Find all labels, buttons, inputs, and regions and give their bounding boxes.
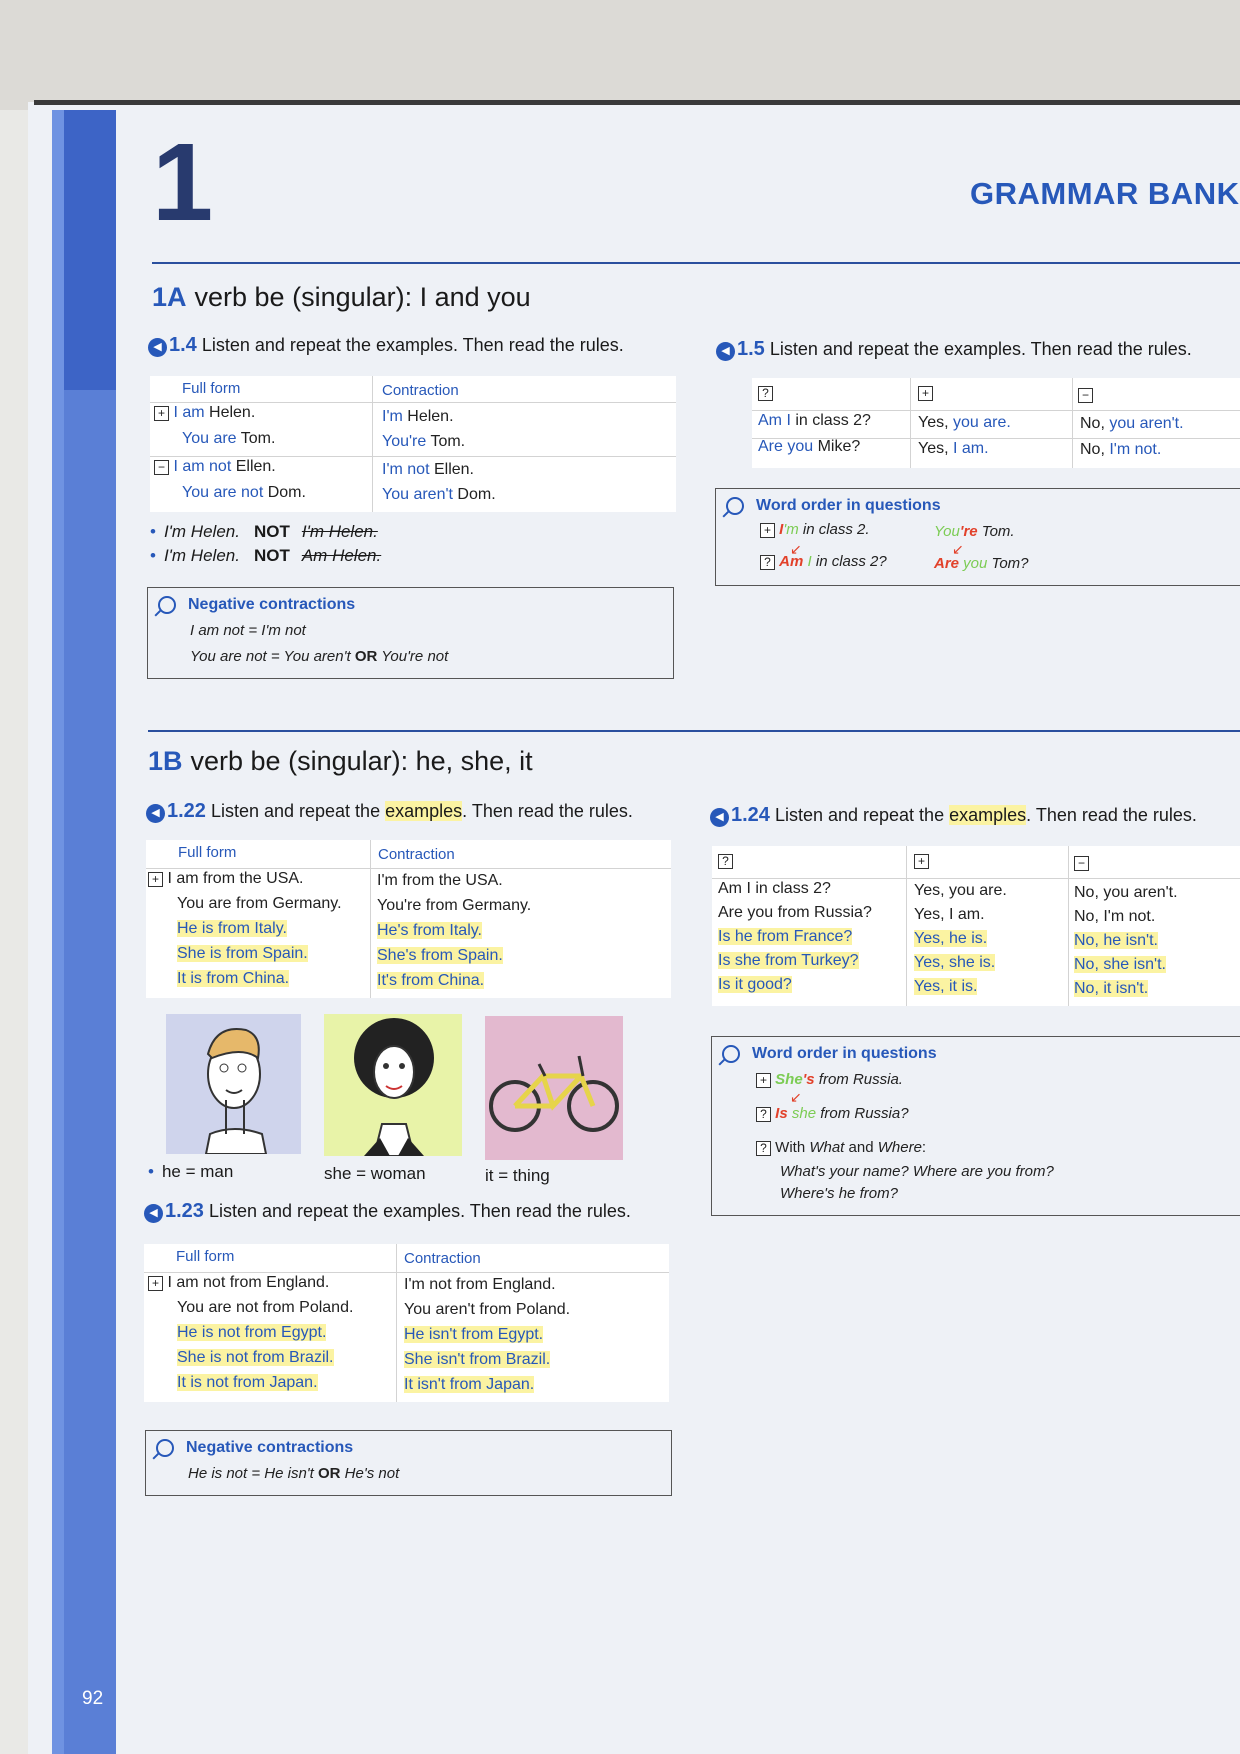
divider xyxy=(752,410,1240,411)
note-line xyxy=(760,521,870,538)
divider xyxy=(1068,846,1069,1006)
table-row xyxy=(177,970,289,988)
note-line: What's your name? Where are you from? xyxy=(780,1163,1054,1180)
divider xyxy=(150,402,676,403)
table-row xyxy=(177,1374,318,1392)
section-rule xyxy=(148,730,1240,732)
instruction-text: Listen and repeat the examples. Then read the rules. xyxy=(208,1201,631,1221)
note-text: He's not xyxy=(340,1465,400,1482)
plus-symbol: + xyxy=(148,872,163,887)
full-form: You are xyxy=(182,430,237,447)
table-row xyxy=(404,1276,556,1294)
subject-word: She xyxy=(775,1071,803,1088)
track-number: 1.5 xyxy=(737,338,765,360)
magnifier-icon xyxy=(156,1439,174,1457)
note-line: ? With What and Where: xyxy=(756,1139,926,1156)
plus-symbol: + xyxy=(756,1073,771,1088)
subject-word: you xyxy=(959,555,988,572)
header-rule xyxy=(152,262,1240,264)
note-text: He is not = He isn't xyxy=(188,1465,319,1482)
section-code: 1A xyxy=(152,282,187,312)
table-1a-questions xyxy=(752,378,1240,468)
note-text: You are not = You aren't xyxy=(190,648,355,665)
contraction-rest: Tom. xyxy=(426,433,466,450)
full-form-rest: Helen. xyxy=(204,404,256,421)
contraction: You aren't xyxy=(382,486,453,503)
full-form: I am xyxy=(173,404,205,421)
table-row xyxy=(377,972,484,990)
full-form-rest: Dom. xyxy=(263,484,306,501)
question-cell: Is she from Turkey? xyxy=(718,952,859,969)
cell-blue: I'm not. xyxy=(1109,441,1162,458)
full-form: He is not from Egypt. xyxy=(177,1324,327,1341)
table-1b-forms xyxy=(146,840,671,998)
highlighted-word: examples xyxy=(385,801,463,821)
note-title: Word order in questions xyxy=(756,497,941,514)
instruction-text: . Then read the rules. xyxy=(1026,805,1197,825)
correct-example: I'm Helen. xyxy=(163,522,240,541)
magnifier-icon xyxy=(158,596,176,614)
contraction: He isn't from Egypt. xyxy=(404,1326,544,1343)
table-row xyxy=(382,408,454,426)
instruction-text: Listen and repeat the examples. Then read the rules. xyxy=(201,335,624,355)
table-row xyxy=(177,1324,326,1342)
section-1b-title xyxy=(148,746,533,777)
bullet-rule: • I'm Helen. NOT I'm Helen. xyxy=(150,522,378,541)
verb-word: 's xyxy=(802,1071,815,1088)
contraction: She isn't from Brazil. xyxy=(404,1351,551,1368)
note-text: in class 2? xyxy=(811,553,887,570)
bullet-rule: • I'm Helen. NOT Am Helen. xyxy=(150,546,382,565)
section-1a-title xyxy=(152,282,531,313)
table-row xyxy=(154,458,276,476)
not-label: NOT xyxy=(253,546,290,565)
contraction-rest: Ellen. xyxy=(429,461,474,478)
divider xyxy=(144,1272,669,1273)
table-row xyxy=(177,895,342,913)
table-row xyxy=(404,1351,550,1369)
table-row xyxy=(382,433,465,451)
divider xyxy=(372,376,373,512)
bicycle-illustration xyxy=(485,1016,623,1160)
question-cell xyxy=(758,438,860,456)
question-cell xyxy=(758,412,871,430)
cell-blue: Am I xyxy=(758,412,791,429)
plus-symbol: + xyxy=(918,386,933,401)
magnifier-icon xyxy=(722,1045,740,1063)
verb-word: 're xyxy=(959,523,978,540)
table-row xyxy=(177,920,287,938)
contraction: You're from Germany. xyxy=(377,897,532,914)
contraction: It's from China. xyxy=(377,972,485,989)
cell-text: No, xyxy=(1080,415,1110,432)
contraction: I'm not from England. xyxy=(404,1276,556,1293)
note-text: from Russia. xyxy=(814,1071,903,1088)
full-form: It is not from Japan. xyxy=(177,1374,318,1391)
instruction-text: Listen and repeat the examples. Then read the rules. xyxy=(769,339,1192,359)
cell-text: Mike? xyxy=(813,438,861,455)
full-form: You are not from Poland. xyxy=(177,1299,354,1316)
table-row xyxy=(177,1349,334,1367)
contraction: He's from Italy. xyxy=(377,922,482,939)
caption-it: it = thing xyxy=(485,1166,550,1185)
page-background xyxy=(0,0,1240,110)
table-1a-forms xyxy=(150,376,676,512)
minus-symbol: − xyxy=(154,460,169,475)
question-symbol: ? xyxy=(760,555,775,570)
audio-icon[interactable]: ◀ xyxy=(144,1204,163,1223)
question-cell: Are you from Russia? xyxy=(718,904,872,921)
swap-arrow-icon: ↙ xyxy=(790,541,802,557)
full-form: I am not xyxy=(173,458,232,475)
divider xyxy=(712,878,1240,879)
instruction-text: . Then read the rules. xyxy=(462,801,633,821)
note-text: in class 2. xyxy=(798,521,870,538)
audio-icon[interactable]: ◀ xyxy=(710,808,729,827)
question-cell: Is he from France? xyxy=(718,928,853,945)
note-text: Where xyxy=(877,1139,922,1156)
track-number: 1.4 xyxy=(169,334,197,356)
grammar-bank-title: GRAMMAR BANK xyxy=(970,176,1240,211)
positive-cell xyxy=(918,440,989,458)
full-form: It is from China. xyxy=(177,970,290,987)
note-line xyxy=(934,523,1015,540)
negative-cell: No, you aren't. xyxy=(1074,884,1178,901)
table-row xyxy=(154,404,255,422)
instruction-1-22 xyxy=(146,800,633,823)
section-title-text: verb be (singular): he, she, it xyxy=(190,746,533,776)
page-number: 92 xyxy=(82,1688,104,1709)
wrong-example: I'm Helen. xyxy=(301,522,378,541)
divider xyxy=(150,456,676,457)
caption-he: • he = man xyxy=(148,1162,234,1181)
sidebar-band xyxy=(52,110,116,1754)
divider xyxy=(370,840,371,998)
section-title-text: verb be (singular): I and you xyxy=(194,282,531,312)
track-number: 1.22 xyxy=(167,800,206,822)
cell-text: Yes, xyxy=(918,440,953,457)
caption-text: he = man xyxy=(161,1162,234,1181)
full-form: I am not from England. xyxy=(167,1274,330,1291)
track-number: 1.23 xyxy=(165,1200,204,1222)
unit-number: 1 xyxy=(152,121,214,244)
positive-cell: Yes, I am. xyxy=(914,906,985,923)
minus-symbol: − xyxy=(1078,388,1093,403)
sidebar-stripe xyxy=(52,110,64,1754)
question-symbol: ? xyxy=(718,854,733,869)
table-row xyxy=(377,947,503,965)
highlighted-word: examples xyxy=(949,805,1027,825)
instruction-1-24 xyxy=(710,804,1197,827)
negative-cell: No, it isn't. xyxy=(1074,980,1149,997)
cell-text: Yes, xyxy=(918,414,953,431)
swap-arrow-icon: ↙ xyxy=(952,541,964,557)
note-text: Tom? xyxy=(987,555,1029,572)
positive-cell: Yes, it is. xyxy=(914,978,978,995)
table-row xyxy=(404,1301,570,1319)
wrong-example: Am Helen. xyxy=(301,546,382,565)
positive-cell xyxy=(918,414,1011,432)
divider xyxy=(396,1244,397,1402)
contraction-rest: Dom. xyxy=(452,486,496,503)
swap-arrow-icon: ↙ xyxy=(790,1089,802,1105)
divider xyxy=(906,846,907,1006)
note-title: Negative contractions xyxy=(188,596,356,613)
note-text: What xyxy=(809,1139,845,1156)
verb-word: Is xyxy=(775,1105,788,1122)
negative-cell: No, I'm not. xyxy=(1074,908,1156,925)
correct-example: I'm Helen. xyxy=(163,546,240,565)
negative-cell xyxy=(1080,415,1184,433)
table-row xyxy=(404,1326,543,1344)
note-line xyxy=(188,1465,399,1482)
note-text: Tom. xyxy=(977,523,1015,540)
plus-symbol: + xyxy=(760,523,775,538)
positive-cell: Yes, she is. xyxy=(914,954,996,971)
note-text: and xyxy=(844,1139,878,1156)
man-illustration xyxy=(166,1014,301,1154)
cell-blue: Are you xyxy=(758,438,814,455)
minus-symbol: − xyxy=(1074,856,1089,871)
table-1b-questions xyxy=(712,846,1240,1006)
full-form-rest: Ellen. xyxy=(231,458,276,475)
table-1b-negatives xyxy=(144,1244,669,1402)
plus-symbol: + xyxy=(148,1276,163,1291)
caption-she: she = woman xyxy=(324,1164,426,1183)
verb-word: Are xyxy=(934,555,960,572)
header-full-form: Full form xyxy=(176,1248,235,1265)
contraction: I'm from the USA. xyxy=(377,872,503,889)
subject-word: she xyxy=(787,1105,817,1122)
header-contraction: Contraction xyxy=(382,382,459,399)
negative-cell xyxy=(1080,441,1161,459)
note-line xyxy=(190,648,448,665)
divider xyxy=(1072,378,1073,468)
not-label: NOT xyxy=(253,522,290,541)
header-contraction: Contraction xyxy=(404,1250,481,1267)
cell-text: No, xyxy=(1080,441,1110,458)
instruction-1-5 xyxy=(716,338,1192,361)
cell-blue: I am. xyxy=(953,440,989,457)
contraction: It isn't from Japan. xyxy=(404,1376,535,1393)
note-line xyxy=(934,555,1029,572)
header-contraction: Contraction xyxy=(378,846,455,863)
question-symbol: ? xyxy=(756,1107,771,1122)
contraction: You aren't from Poland. xyxy=(404,1301,571,1318)
contraction-rest: Helen. xyxy=(402,408,454,425)
table-row xyxy=(148,870,304,888)
contraction: I'm not xyxy=(382,461,430,478)
negative-cell: No, he isn't. xyxy=(1074,932,1158,949)
subject-word: You xyxy=(934,523,960,540)
header-full-form: Full form xyxy=(182,380,241,397)
negative-cell: No, she isn't. xyxy=(1074,956,1166,973)
table-row xyxy=(177,1299,353,1317)
audio-icon[interactable]: ◀ xyxy=(146,804,165,823)
full-form: I am from the USA. xyxy=(167,870,304,887)
table-row xyxy=(182,430,275,448)
positive-cell: Yes, you are. xyxy=(914,882,1007,899)
note-line xyxy=(756,1105,909,1122)
instruction-1-4 xyxy=(148,334,624,357)
full-form: You are from Germany. xyxy=(177,895,342,912)
header-full-form: Full form xyxy=(178,844,237,861)
cell-text: in class 2? xyxy=(790,412,871,429)
note-line: Where's he from? xyxy=(780,1185,898,1202)
note-line xyxy=(760,553,887,570)
note-text: from Russia? xyxy=(816,1105,909,1122)
cell-blue: you are. xyxy=(953,414,1011,431)
instruction-1-23 xyxy=(144,1200,631,1223)
full-form-rest: Tom. xyxy=(236,430,276,447)
full-form: She is from Spain. xyxy=(177,945,308,962)
note-negative-contractions-1b xyxy=(145,1430,672,1496)
table-row xyxy=(377,872,503,890)
contraction: She's from Spain. xyxy=(377,947,503,964)
top-rule xyxy=(34,100,1240,105)
note-line: I am not = I'm not xyxy=(190,622,306,639)
note-negative-contractions xyxy=(147,587,674,679)
full-form: You are not xyxy=(182,484,264,501)
question-symbol: ? xyxy=(756,1141,771,1156)
note-text: You're not xyxy=(377,648,449,665)
contraction: You're xyxy=(382,433,427,450)
sidebar-stripe-dark xyxy=(64,110,116,390)
table-row xyxy=(148,1274,329,1292)
positive-cell: Yes, he is. xyxy=(914,930,988,947)
plus-symbol: + xyxy=(154,406,169,421)
verb-word: 'm xyxy=(783,521,799,538)
verb-word: Am xyxy=(779,553,804,570)
question-cell: Am I in class 2? xyxy=(718,880,831,897)
table-row xyxy=(404,1376,534,1394)
full-form: She is not from Brazil. xyxy=(177,1349,334,1366)
table-row xyxy=(382,486,496,504)
divider xyxy=(910,378,911,468)
table-row xyxy=(182,484,306,502)
subject-word: I xyxy=(779,521,784,538)
note-text: With xyxy=(775,1139,810,1156)
section-code: 1B xyxy=(148,746,183,776)
track-number: 1.24 xyxy=(731,804,770,826)
note-word-order-1a xyxy=(715,488,1240,586)
question-symbol: ? xyxy=(758,386,773,401)
table-row xyxy=(177,945,308,963)
table-row xyxy=(382,461,474,479)
instruction-text: Listen and repeat the xyxy=(210,801,386,821)
table-row xyxy=(377,922,482,940)
cell-blue: you aren't. xyxy=(1109,415,1184,432)
woman-illustration xyxy=(324,1014,462,1156)
question-cell: Is it good? xyxy=(718,976,792,993)
audio-icon[interactable]: ◀ xyxy=(148,338,167,357)
table-row xyxy=(377,897,531,915)
plus-symbol: + xyxy=(914,854,929,869)
magnifier-icon xyxy=(726,497,744,515)
instruction-text: Listen and repeat the xyxy=(774,805,950,825)
or-label: OR xyxy=(354,648,378,665)
audio-icon[interactable]: ◀ xyxy=(716,342,735,361)
contraction: I'm xyxy=(382,408,403,425)
subject-word: I xyxy=(803,553,812,570)
note-title: Negative contractions xyxy=(186,1439,354,1456)
note-title: Word order in questions xyxy=(752,1045,937,1062)
note-word-order-1b xyxy=(711,1036,1240,1216)
full-form: He is from Italy. xyxy=(177,920,287,937)
or-label: OR xyxy=(318,1465,341,1482)
note-line xyxy=(756,1071,903,1088)
divider xyxy=(146,868,671,869)
